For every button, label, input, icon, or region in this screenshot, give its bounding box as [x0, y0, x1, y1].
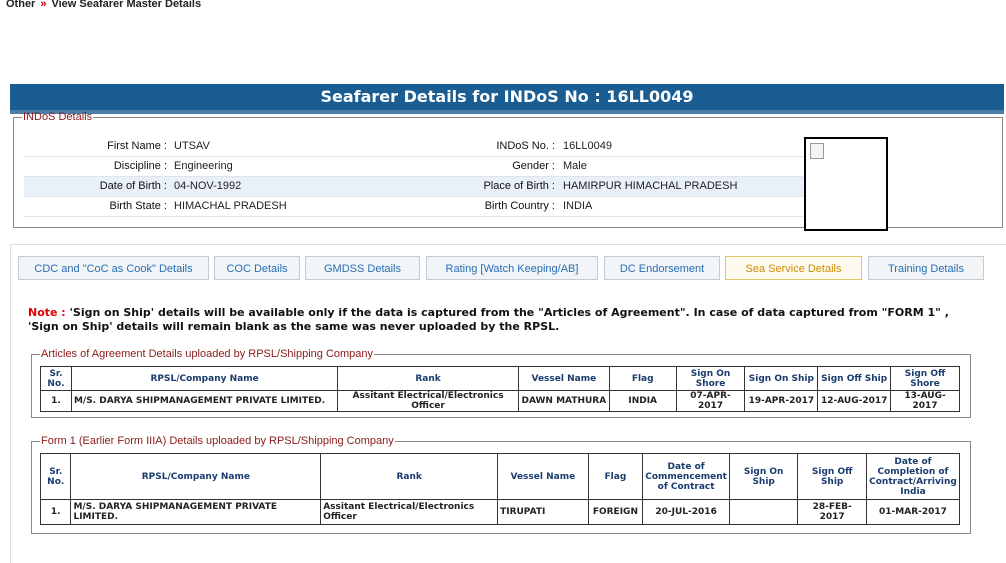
- dob-value: 04-NOV-1992: [174, 180, 242, 192]
- cell-rank: Assitant Electrical/Electronics Officer: [321, 500, 498, 525]
- cell-sign-on-shore: 07-APR-2017: [676, 391, 745, 412]
- articles-table: [40, 366, 960, 412]
- indos-details-legend: INDoS Details: [23, 111, 93, 123]
- col-flag: Flag: [588, 454, 643, 500]
- dob-label: Date of Birth :: [99, 180, 167, 192]
- table-header-row: [41, 367, 960, 391]
- table-row: [41, 500, 960, 525]
- articles-legend: Articles of Agreement Details uploaded by RPSL/Shipping Company: [41, 348, 374, 360]
- note-label: Note :: [28, 306, 66, 319]
- col-sr-no: Sr. No.: [41, 454, 71, 500]
- cell-sign-on-ship: 19-APR-2017: [745, 391, 818, 412]
- col-sr-no: Sr. No.: [41, 367, 72, 391]
- seafarer-photo: [804, 137, 888, 231]
- col-vessel: Vessel Name: [498, 454, 588, 500]
- place-of-birth-value: HAMIRPUR HIMACHAL PRADESH: [563, 180, 738, 192]
- info-row: [24, 197, 804, 217]
- page-title: Seafarer Details for INDoS No : 16LL0049: [10, 84, 1004, 114]
- col-company: RPSL/Company Name: [71, 454, 321, 500]
- birth-state-value: HIMACHAL PRADESH: [174, 200, 287, 212]
- tab-dc-endorsement[interactable]: DC Endorsement: [604, 256, 720, 280]
- gender-value: Male: [563, 160, 587, 172]
- indos-no-value: 16LL0049: [563, 140, 612, 152]
- indos-details-section: [13, 111, 1003, 228]
- tab-sea-service[interactable]: Sea Service Details: [725, 256, 862, 280]
- col-sign-off-ship: Sign Off Ship: [798, 454, 867, 500]
- birth-country-label: Birth Country :: [484, 200, 555, 212]
- cell-sr-no: 1.: [41, 500, 71, 525]
- col-sign-off-ship: Sign Off Ship: [818, 367, 891, 391]
- discipline-label: Discipline :: [113, 160, 167, 172]
- broken-image-icon: [810, 143, 824, 159]
- form1-table: [40, 453, 960, 525]
- cell-rank: Assitant Electrical/Electronics Officer: [338, 391, 519, 412]
- col-completion: Date of Completion of Contract/Arriving India: [866, 454, 959, 500]
- tab-training[interactable]: Training Details: [868, 256, 984, 280]
- breadcrumb-current: View Seafarer Master Details: [51, 0, 202, 10]
- col-rank: Rank: [321, 454, 498, 500]
- discipline-value: Engineering: [174, 160, 233, 172]
- first-name-value: UTSAV: [174, 140, 210, 152]
- cell-company: M/S. DARYA SHIPMANAGEMENT PRIVATE LIMITED.: [71, 391, 337, 412]
- col-flag: Flag: [609, 367, 676, 391]
- col-sign-on-ship: Sign On Ship: [729, 454, 797, 500]
- gender-label: Gender :: [512, 160, 555, 172]
- cell-vessel: TIRUPATI: [498, 500, 588, 525]
- place-of-birth-label: Place of Birth :: [483, 180, 555, 192]
- note-body: 'Sign on Ship' details will be available only if the data is captured from the "Articles of Agreement". In case of data captured from "FORM 1" , 'Sign on Ship' details will remain blank as the same was never uploaded by the RPSL.: [28, 306, 949, 333]
- info-row: [24, 137, 804, 157]
- breadcrumb-parent-link[interactable]: Other: [6, 0, 36, 10]
- tab-gmdss[interactable]: GMDSS Details: [305, 256, 420, 280]
- tab-rating[interactable]: Rating [Watch Keeping/AB]: [426, 256, 598, 280]
- cell-vessel: DAWN MATHURA: [518, 391, 609, 412]
- col-company: RPSL/Company Name: [71, 367, 337, 391]
- cell-sr-no: 1.: [41, 391, 72, 412]
- cell-sign-off-ship: 28-FEB-2017: [798, 500, 867, 525]
- cell-company: M/S. DARYA SHIPMANAGEMENT PRIVATE LIMITED.: [71, 500, 321, 525]
- info-row: [24, 157, 804, 177]
- note-text: [28, 306, 978, 334]
- cell-sign-off-shore: 13-AUG-2017: [891, 391, 960, 412]
- cell-flag: FOREIGN: [588, 500, 643, 525]
- birth-state-label: Birth State :: [109, 200, 167, 212]
- breadcrumb-separator: »: [40, 0, 47, 10]
- cell-completion: 01-MAR-2017: [866, 500, 959, 525]
- cell-commencement: 20-JUL-2016: [643, 500, 730, 525]
- col-rank: Rank: [338, 367, 519, 391]
- table-header-row: [41, 454, 960, 500]
- col-sign-on-shore: Sign On Shore: [676, 367, 745, 391]
- col-vessel: Vessel Name: [518, 367, 609, 391]
- tab-coc[interactable]: COC Details: [214, 256, 300, 280]
- col-sign-off-shore: Sign Off Shore: [891, 367, 960, 391]
- cell-sign-on-ship: [729, 500, 797, 525]
- birth-country-value: INDIA: [563, 200, 593, 212]
- first-name-label: First Name :: [107, 140, 167, 152]
- tab-cdc-coc-cook[interactable]: CDC and "CoC as Cook" Details: [18, 256, 209, 280]
- col-sign-on-ship: Sign On Ship: [745, 367, 818, 391]
- breadcrumb: [6, 0, 201, 10]
- cell-flag: INDIA: [609, 391, 676, 412]
- indos-no-label: INDoS No. :: [496, 140, 555, 152]
- col-commencement: Date of Commencement of Contract: [643, 454, 730, 500]
- table-row: [41, 391, 960, 412]
- cell-sign-off-ship: 12-AUG-2017: [818, 391, 891, 412]
- info-row: [24, 177, 804, 197]
- form1-legend: Form 1 (Earlier Form IIIA) Details uploaded by RPSL/Shipping Company: [41, 435, 394, 447]
